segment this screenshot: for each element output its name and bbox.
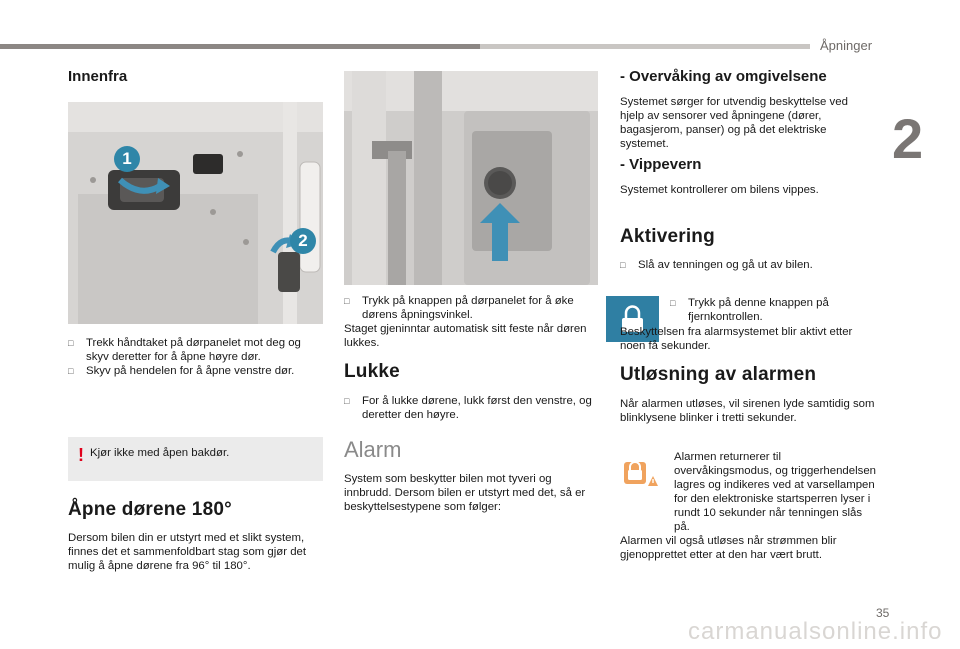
text-utlosning: Når alarmen utløses, vil sirenen lyde samtidig som blinklysene blinker i tretti sekunder. — [620, 398, 875, 424]
text-strommen: Alarmen vil også utløses når strømmen blir gjenopprettet etter at den har vært brutt. — [620, 535, 837, 561]
callout-2: 2 — [290, 228, 316, 254]
list-item: □ Trykk på denne knappen på fjernkontrollen. — [670, 297, 829, 323]
door-stay-illustration — [344, 71, 598, 285]
list-item: □ Slå av tenningen og gå ut av bilen. — [620, 259, 813, 271]
header-bar-light — [480, 44, 810, 49]
text-alarm: System som beskytter bilen mot tyveri og innbrudd. Dersom bilen er utstyrt med det, så er beskyttelsestypene som følger: — [344, 473, 586, 513]
alarm-warning-icon — [622, 456, 660, 488]
left-bullets — [68, 336, 324, 378]
text-knapp: Beskyttelsen fra alarmsystemet blir aktivt etter noen få sekunder. — [620, 326, 853, 352]
heading-apne-180: Åpne dørene 180° — [68, 499, 232, 520]
bullet-icon: □ — [68, 338, 74, 348]
bullet-icon: □ — [620, 260, 626, 270]
callout-1: 1 — [114, 146, 140, 172]
aktivering-bullet — [620, 258, 875, 272]
section-title: Åpninger — [820, 38, 873, 53]
bullet-icon: □ — [344, 296, 350, 306]
heading-aktivering: Aktivering — [620, 226, 715, 247]
text-stag: Staget gjeninntar automatisk sitt feste når døren lukkes. — [344, 323, 587, 349]
heading-utlosning: Utløsning av alarmen — [620, 364, 817, 385]
door-interior-illustration — [68, 102, 323, 324]
warning-text: Kjør ikke med åpen bakdør. — [90, 447, 230, 459]
middle-bullet-block — [344, 294, 594, 350]
chapter-number: 2 — [892, 107, 924, 170]
list-item: □ For å lukke dørene, lukk først den venstre, og deretter den høyre. — [344, 395, 592, 421]
text-vippevern: Systemet kontrollerer om bilens vippes. — [620, 184, 819, 196]
knapp-bullet — [670, 296, 870, 324]
heading-vippevern: - Vippevern — [620, 156, 702, 173]
list-item: □ Trekk håndtaket på dørpanelet mot deg og skyv deretter for å åpne høyre dør. — [68, 337, 301, 363]
list-item: □ Trykk på knappen på dørpanelet for å øke dørens åpningsvinkel. — [344, 295, 574, 321]
page-number: 35 — [876, 606, 890, 620]
list-item: □ Skyv på hendelen for å åpne venstre dør. — [68, 365, 295, 377]
heading-innenfra: Innenfra — [68, 68, 128, 85]
watermark: carmanualsonline.info — [688, 618, 943, 645]
bullet-icon: □ — [670, 298, 676, 308]
text-overvaking: Systemet sørger for utvendig beskyttelse ved hjelp av sensorer ved åpningene (dører, bagasjerom, panser) og på det elektriske systemet. — [620, 96, 848, 150]
header-bar — [0, 44, 480, 49]
warning-icon: ! — [78, 445, 84, 465]
bullet-icon: □ — [344, 396, 350, 406]
bullet-icon: □ — [68, 366, 74, 376]
lukke-bullet — [344, 394, 594, 422]
warning-box — [68, 437, 323, 481]
text-returnerer: Alarmen returnerer til overvåkingsmodus, og triggerhendelsen lagres og indikeres ved at varsellampen for den elektroniske startsperren lyser i rundt 10 sekunder når tenningen slås på. — [674, 451, 876, 533]
heading-alarm: Alarm — [344, 437, 402, 462]
heading-lukke: Lukke — [344, 361, 400, 382]
heading-overvaking: - Overvåking av omgivelsene — [620, 68, 827, 85]
text-apne-180: Dersom bilen din er utstyrt med et slikt system, finnes det et sammenfoldbart stag som gjør det mulig å åpne dørene fra 96° til 180°. — [68, 532, 307, 572]
